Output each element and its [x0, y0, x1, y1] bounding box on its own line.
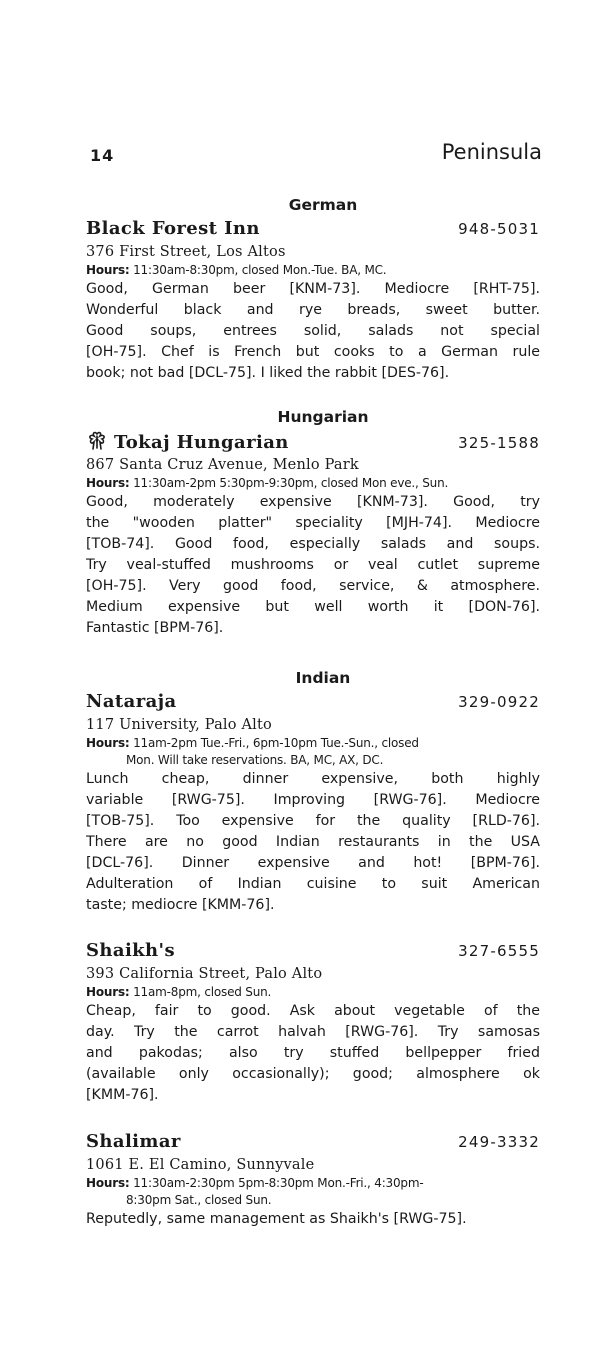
- entry-shalimar: [86, 1131, 540, 1230]
- phone-number: 329-0922: [458, 693, 540, 711]
- hours-line: [86, 262, 540, 279]
- entry-header: [86, 431, 540, 455]
- hours: [86, 1175, 540, 1209]
- section-heading-indian: Indian: [295, 669, 351, 687]
- hours-text: 11:30am-2:30pm 5pm-8:30pm Mon.-Fri., 4:30pm-: [133, 1176, 424, 1190]
- review-line: Lunch cheap, dinner expensive, both highly: [86, 771, 540, 787]
- restaurant-name: Black Forest Inn: [86, 218, 260, 239]
- review-line: Good soups, entrees solid, salads not special: [86, 323, 540, 339]
- running-head: Peninsula: [441, 140, 542, 164]
- restaurant-name-wrap: [86, 431, 289, 453]
- entry-header: [86, 691, 540, 715]
- hours-text: 11:30am-8:30pm, closed Mon.-Tue. BA, MC.: [133, 263, 387, 277]
- review-line: and pakodas; also try stuffed bellpepper fried: [86, 1045, 540, 1061]
- review: [86, 1001, 540, 1106]
- hours-line: [86, 735, 540, 752]
- review-line: taste; mediocre [KMM-76].: [86, 897, 275, 913]
- address: 867 Santa Cruz Avenue, Menlo Park: [86, 457, 359, 473]
- review-line: There are no good Indian restaurants in the USA: [86, 834, 540, 850]
- phone-number: 327-6555: [458, 942, 540, 960]
- review-line: the "wooden platter" speciality [MJH-74]. Mediocre: [86, 515, 540, 531]
- address: 1061 E. El Camino, Sunnyvale: [86, 1157, 315, 1173]
- hours-label: Hours:: [86, 1176, 130, 1190]
- review-line: Fantastic [BPM-76].: [86, 620, 224, 636]
- review-line: Good, moderately expensive [KNM-73]. Good, try: [86, 494, 540, 510]
- hours-line: [86, 1175, 540, 1192]
- review-line: [OH-75]. Very good food, service, & atmosphere.: [86, 578, 540, 594]
- entry-tokaj-hungarian: [86, 431, 540, 639]
- review-line: Wonderful black and rye breads, sweet butter.: [86, 302, 540, 318]
- section-heading-german: German: [288, 196, 358, 214]
- review: [86, 492, 540, 639]
- phone-number: 948-5031: [458, 220, 540, 238]
- restaurant-name: Shalimar: [86, 1131, 181, 1152]
- review-line: Try veal-stuffed mushrooms or veal cutlet supreme: [86, 557, 540, 573]
- address: 117 University, Palo Alto: [86, 717, 272, 733]
- review-line: [DCL-76]. Dinner expensive and hot! [BPM-76].: [86, 855, 540, 871]
- section-heading-hungarian: Hungarian: [277, 408, 369, 426]
- entry-header: [86, 218, 540, 242]
- review-line: [TOB-75]. Too expensive for the quality [RLD-76].: [86, 813, 540, 829]
- hours-line: [86, 475, 540, 492]
- hours-line: 8:30pm Sat., closed Sun.: [126, 1193, 272, 1207]
- review-line: Medium expensive but well worth it [DON-76].: [86, 599, 540, 615]
- hours: [86, 262, 540, 279]
- address: 376 First Street, Los Altos: [86, 244, 286, 260]
- hours: [86, 984, 540, 1001]
- hours-label: Hours:: [86, 736, 130, 750]
- entry-black-forest-inn: [86, 218, 540, 384]
- phone-number: 325-1588: [458, 434, 540, 452]
- restaurant-name: Shaikh's: [86, 940, 175, 961]
- review-line: Cheap, fair to good. Ask about vegetable of the: [86, 1003, 540, 1019]
- hours-label: Hours:: [86, 263, 130, 277]
- review-line: Adulteration of Indian cuisine to suit American: [86, 876, 540, 892]
- hours-label: Hours:: [86, 985, 130, 999]
- hours-line: [86, 984, 540, 1001]
- hours: [86, 735, 540, 769]
- page-number: 14: [90, 146, 115, 165]
- review-line: [OH-75]. Chef is French but cooks to a German rule: [86, 344, 540, 360]
- hours: [86, 475, 540, 492]
- review-line: (available only occasionally); good; almosphere ok: [86, 1066, 540, 1082]
- entry-header: [86, 1131, 540, 1155]
- review-line: [TOB-74]. Good food, especially salads and soups.: [86, 536, 540, 552]
- hours-text: 11am-8pm, closed Sun.: [133, 985, 272, 999]
- review: [86, 1209, 540, 1230]
- review-line: variable [RWG-75]. Improving [RWG-76]. Mediocre: [86, 792, 540, 808]
- review-line: Reputedly, same management as Shaikh's [RWG-75].: [86, 1211, 467, 1227]
- fleuron-icon: [86, 431, 108, 451]
- hours-text: 11am-2pm Tue.-Fri., 6pm-10pm Tue.-Sun., closed: [133, 736, 419, 750]
- phone-number: 249-3332: [458, 1133, 540, 1151]
- entry-header: [86, 940, 540, 964]
- hours-line: Mon. Will take reservations. BA, MC, AX, DC.: [126, 753, 384, 767]
- review: [86, 769, 540, 916]
- restaurant-name: Nataraja: [86, 691, 177, 712]
- review-line: day. Try the carrot halvah [RWG-76]. Try samosas: [86, 1024, 540, 1040]
- hours-text: 11:30am-2pm 5:30pm-9:30pm, closed Mon eve., Sun.: [133, 476, 449, 490]
- restaurant-name: Tokaj Hungarian: [114, 432, 289, 453]
- review-line: book; not bad [DCL-75]. I liked the rabbit [DES-76].: [86, 365, 450, 381]
- review: [86, 279, 540, 384]
- entry-shaikhs: [86, 940, 540, 1106]
- address: 393 California Street, Palo Alto: [86, 966, 323, 982]
- entry-nataraja: [86, 691, 540, 916]
- review-line: Good, German beer [KNM-73]. Mediocre [RHT-75].: [86, 281, 540, 297]
- review-line: [KMM-76].: [86, 1087, 159, 1103]
- hours-label: Hours:: [86, 476, 130, 490]
